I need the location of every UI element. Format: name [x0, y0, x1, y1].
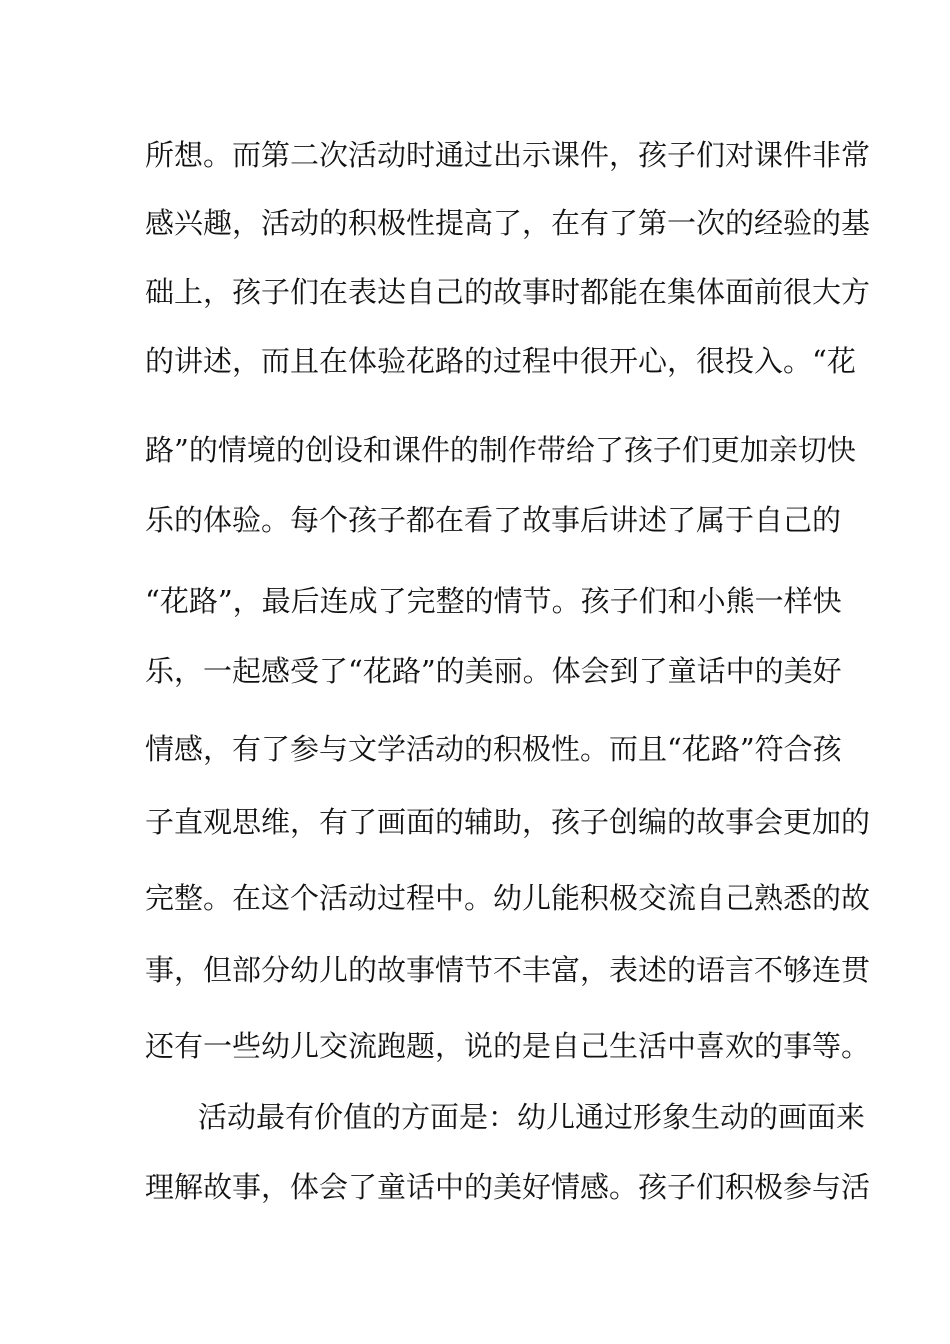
text-line-9: 情感，有了参与文学活动的积极性。而且“花路”符合孩 — [145, 732, 842, 766]
text-line-3: 础上，孩子们在表达自己的故事时都能在集体面前很大方 — [145, 275, 871, 309]
text-line-14: 活动最有价值的方面是：幼儿通过形象生动的画面来 — [198, 1100, 866, 1134]
text-line-13: 还有一些幼儿交流跑题，说的是自己生活中喜欢的事等。 — [145, 1029, 871, 1063]
text-line-15: 理解故事，体会了童话中的美好情感。孩子们积极参与活 — [145, 1170, 871, 1204]
text-line-12: 事，但部分幼儿的故事情节不丰富，表述的语言不够连贯 — [145, 953, 871, 987]
text-line-6: 乐的体验。每个孩子都在看了故事后讲述了属于自己的 — [145, 503, 842, 537]
text-line-4: 的讲述，而且在体验花路的过程中很开心，很投入。“花 — [145, 344, 856, 378]
text-line-7: “花路”，最后连成了完整的情节。孩子们和小熊一样快 — [145, 584, 842, 618]
text-line-5: 路”的情境的创设和课件的制作带给了孩子们更加亲切快 — [145, 433, 856, 467]
text-line-8: 乐，一起感受了“花路”的美丽。体会到了童话中的美好 — [145, 654, 842, 688]
text-line-1: 所想。而第二次活动时通过出示课件，孩子们对课件非常 — [145, 138, 871, 172]
text-line-11: 完整。在这个活动过程中。幼儿能积极交流自己熟悉的故 — [145, 881, 871, 915]
text-line-10: 子直观思维，有了画面的辅助，孩子创编的故事会更加的 — [145, 805, 871, 839]
text-line-2: 感兴趣，活动的积极性提高了，在有了第一次的经验的基 — [145, 206, 871, 240]
